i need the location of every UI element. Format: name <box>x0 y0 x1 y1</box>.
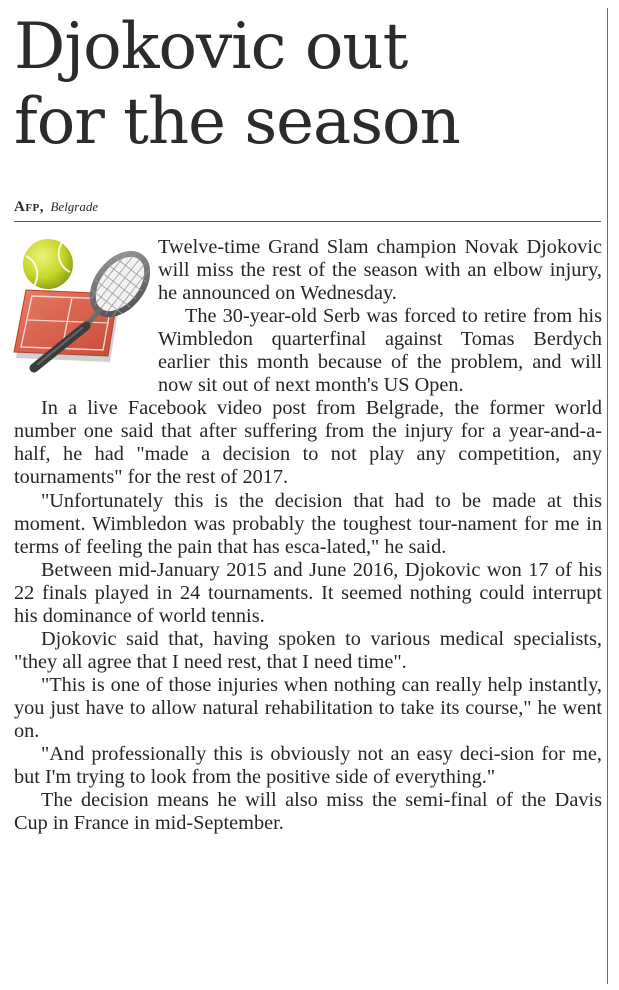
paragraph: "This is one of those injuries when nothing can really help instantly, you just have to allow natural rehabilitation to take its course," he went on. <box>14 673 602 742</box>
paragraph: Twelve-time Grand Slam champion Novak Djokovic will miss the rest of the season with an elbow injury, he announced on Wednesday. <box>158 236 602 305</box>
paragraph: The decision means he will also miss the semi-final of the Davis Cup in France in mid-September. <box>14 789 602 835</box>
paragraph: "Unfortunately this is the decision that had to be made at this moment. Wimbledon was probably the toughest tour-nament for me in terms of feeling the pain that has esca-lated," he said. <box>14 489 602 558</box>
column-rule <box>607 8 608 984</box>
illustration-spacer <box>14 236 158 375</box>
byline <box>14 198 98 216</box>
paragraph: Djokovic said that, having spoken to various medical specialists, "they all agree that I need rest, that I need time". <box>14 627 602 673</box>
byline-location: Belgrade <box>50 199 99 214</box>
byline-divider <box>14 221 601 222</box>
paragraph: In a live Facebook video post from Belgrade, the former world number one said that after suffering from the injury for a year-and-a-half, he had "made a decision to not play any competition, any tournaments" for the rest of 2017. <box>14 397 602 489</box>
byline-agency: Afp, <box>14 199 45 215</box>
headline-line-1: Djokovic out <box>14 10 408 84</box>
article-body <box>14 236 602 835</box>
paragraph: The 30-year-old Serb was forced to retire from his Wimbledon quarterfinal against Tomas Berdych earlier this month because of the problem, and will now sit out of next month's US Open. <box>158 305 602 397</box>
paragraph: "And professionally this is obviously not an easy deci-sion for me, but I'm trying to look from the positive side of everything." <box>14 743 602 789</box>
paragraph: Between mid-January 2015 and June 2016, Djokovic won 17 of his 22 finals played in 24 tournaments. It seemed nothing could interrupt his dominance of world tennis. <box>14 558 602 627</box>
headline-line-2: for the season <box>14 85 460 159</box>
headline <box>14 10 604 160</box>
